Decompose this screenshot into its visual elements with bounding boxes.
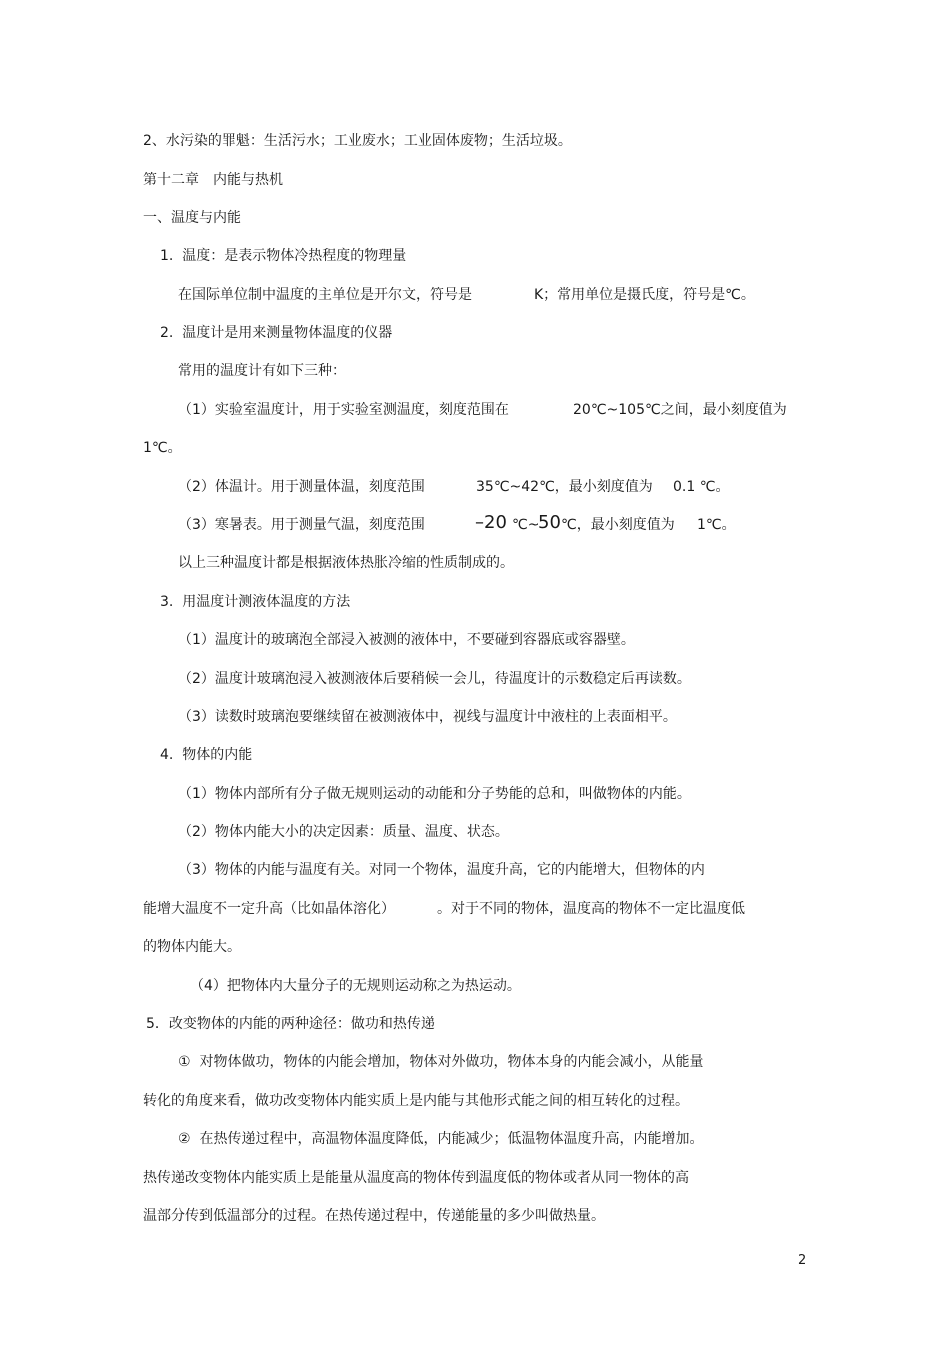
text-line: 0.1 ℃。 — [673, 479, 730, 495]
text-line: 热传递改变物体内能实质上是能量从温度高的物体传到温度低的物体或者从同一物体的高 — [143, 1170, 689, 1186]
text-line: （1）实验室温度计，用于实验室测温度，刻度范围在 — [178, 402, 509, 418]
text-line: （2）物体内能大小的决定因素：质量、温度、状态。 — [178, 824, 509, 840]
text-line: 能增大温度不一定升高（比如晶体溶化） — [143, 901, 395, 917]
text-line: 50 — [538, 512, 561, 533]
text-line: 转化的角度来看，做功改变物体内能实质上是内能与其他形式能之间的相互转化的过程。 — [143, 1093, 689, 1109]
subsection-heading: 3. 用温度计测液体温度的方法 — [160, 594, 351, 610]
chapter-heading: 第十二章 内能与热机 — [143, 172, 283, 188]
subsection-heading: 1. 温度：是表示物体冷热程度的物理量 — [160, 248, 407, 264]
subsection-heading: 4. 物体的内能 — [160, 747, 253, 763]
text-line: ① 对物体做功，物体的内能会增加，物体对外做功，物体本身的内能会减小，从能量 — [178, 1054, 704, 1070]
text-line: K；常用单位是摄氏度，符号是℃。 — [534, 287, 755, 303]
text-line: （4）把物体内大量分子的无规则运动称之为热运动。 — [190, 978, 521, 994]
text-line: 2、水污染的罪魁：生活污水；工业废水；工业固体废物；生活垃圾。 — [143, 133, 572, 149]
text-line: （3）寒暑表。用于测量气温，刻度范围 — [178, 517, 425, 533]
text-line: 温部分传到低温部分的过程。在热传递过程中，传递能量的多少叫做热量。 — [143, 1208, 605, 1224]
page-number: 2 — [798, 1253, 807, 1268]
text-line: （3）物体的内能与温度有关。对同一个物体，温度升高，它的内能增大，但物体的内 — [178, 862, 705, 878]
text-line: （1）温度计的玻璃泡全部浸入被测的液体中，不要碰到容器底或容器壁。 — [178, 632, 635, 648]
section-heading: 一、温度与内能 — [143, 210, 241, 226]
text-line: 1℃。 — [143, 440, 182, 456]
text-line: （1）物体内部所有分子做无规则运动的动能和分子势能的总和，叫做物体的内能。 — [178, 786, 691, 802]
text-line: ℃，最小刻度值为 — [561, 517, 675, 533]
text-line: 35℃~42℃，最小刻度值为 — [476, 479, 653, 495]
text-line: （3）读数时玻璃泡要继续留在被测液体中，视线与温度计中液柱的上表面相平。 — [178, 709, 677, 725]
text-line: 。对于不同的物体，温度高的物体不一定比温度低 — [437, 901, 745, 917]
text-line: 20℃~105℃之间，最小刻度值为 — [573, 402, 787, 418]
text-line: ② 在热传递过程中，高温物体温度降低，内能减少；低温物体温度升高，内能增加。 — [178, 1131, 704, 1147]
text-line: （2）温度计玻璃泡浸入被测液体后要稍候一会儿，待温度计的示数稳定后再读数。 — [178, 671, 691, 687]
text-line: 常用的温度计有如下三种： — [178, 363, 346, 379]
text-line: 在国际单位制中温度的主单位是开尔文，符号是 — [178, 287, 472, 303]
text-line: 的物体内能大。 — [143, 939, 241, 955]
text-line: 1℃。 — [697, 517, 736, 533]
subsection-heading: 2. 温度计是用来测量物体温度的仪器 — [160, 325, 393, 341]
text-line: 以上三种温度计都是根据液体热胀冷缩的性质制成的。 — [178, 555, 514, 571]
subsection-heading: 5．改变物体的内能的两种途径：做功和热传递 — [146, 1016, 435, 1032]
text-line: ℃~ — [512, 517, 540, 533]
text-line: –20 — [475, 512, 507, 533]
text-line: （2）体温计。用于测量体温，刻度范围 — [178, 479, 425, 495]
